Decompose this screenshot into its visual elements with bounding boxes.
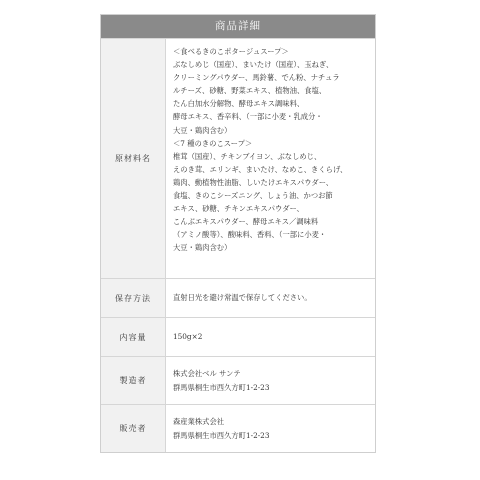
materials-line: ぶなしめじ（国産）、まいたけ（国産）、玉ねぎ、 [173, 60, 334, 70]
product-detail-table [100, 14, 376, 453]
row-label-seller: 販売者 [101, 405, 166, 452]
materials-line: たん白加水分解物、酵母エキス調味料、 [173, 99, 305, 109]
row-storage [101, 278, 375, 317]
materials-line: 大豆・鶏肉含む） [173, 125, 232, 135]
seller-address: 群馬県桐生市西久方町1-2-23 [173, 430, 270, 440]
row-value-volume [166, 318, 375, 356]
row-materials [101, 38, 375, 278]
volume-line: 150g×2 [173, 332, 203, 342]
materials-line: えのき茸、エリンギ、まいたけ、なめこ、きくらげ、 [173, 164, 348, 174]
materials-line: エキス、砂糖、チキンエキスパウダー、 [173, 204, 304, 214]
materials-line: （アミノ酸等）、酸味料、香料、（一部に小麦・ [173, 230, 327, 240]
materials-line: ＜7 種のきのこスープ＞ [173, 138, 253, 148]
materials-line: クリーミングパウダー、馬鈴薯、でん粉、ナチュラ [173, 73, 340, 83]
row-label-materials: 原材料名 [101, 39, 166, 278]
row-seller [101, 404, 375, 452]
maker-name: 株式会社ベル サンテ [173, 369, 241, 379]
row-volume [101, 317, 375, 356]
row-value-materials [166, 39, 375, 278]
table-header-title: 商品詳細 [101, 15, 375, 38]
materials-line: ルチーズ、砂糖、野菜エキス、植物油、食塩、 [173, 86, 327, 96]
materials-line: こんぶエキスパウダー、酵母エキス／調味料 [173, 217, 319, 227]
row-label-maker: 製造者 [101, 357, 166, 404]
materials-line: 大豆・鶏肉含む） [173, 243, 232, 253]
seller-name: 森産業株式会社 [173, 417, 225, 427]
maker-address: 群馬県桐生市西久方町1-2-23 [173, 382, 270, 392]
materials-line: 食塩、きのこシーズニング、しょう油、かつお節 [173, 191, 333, 201]
row-label-volume: 内容量 [101, 318, 166, 356]
row-maker [101, 356, 375, 404]
materials-line: 酵母エキス、香辛料、（一部に小麦・乳成分・ [173, 112, 323, 122]
materials-line: ＜食べるきのこポタージュスープ＞ [173, 47, 289, 56]
materials-line: 鶏肉、動植物性油脂、しいたけエキスパウダー、 [173, 177, 334, 187]
row-value-storage [166, 279, 375, 317]
row-value-seller [166, 405, 375, 452]
materials-line: 椎茸（国産）、チキンブイヨン、ぶなしめじ、 [173, 151, 322, 161]
row-label-storage: 保存方法 [101, 279, 166, 317]
row-value-maker [166, 357, 375, 404]
storage-line: 直射日光を避け常温で保存してください。 [173, 293, 312, 303]
